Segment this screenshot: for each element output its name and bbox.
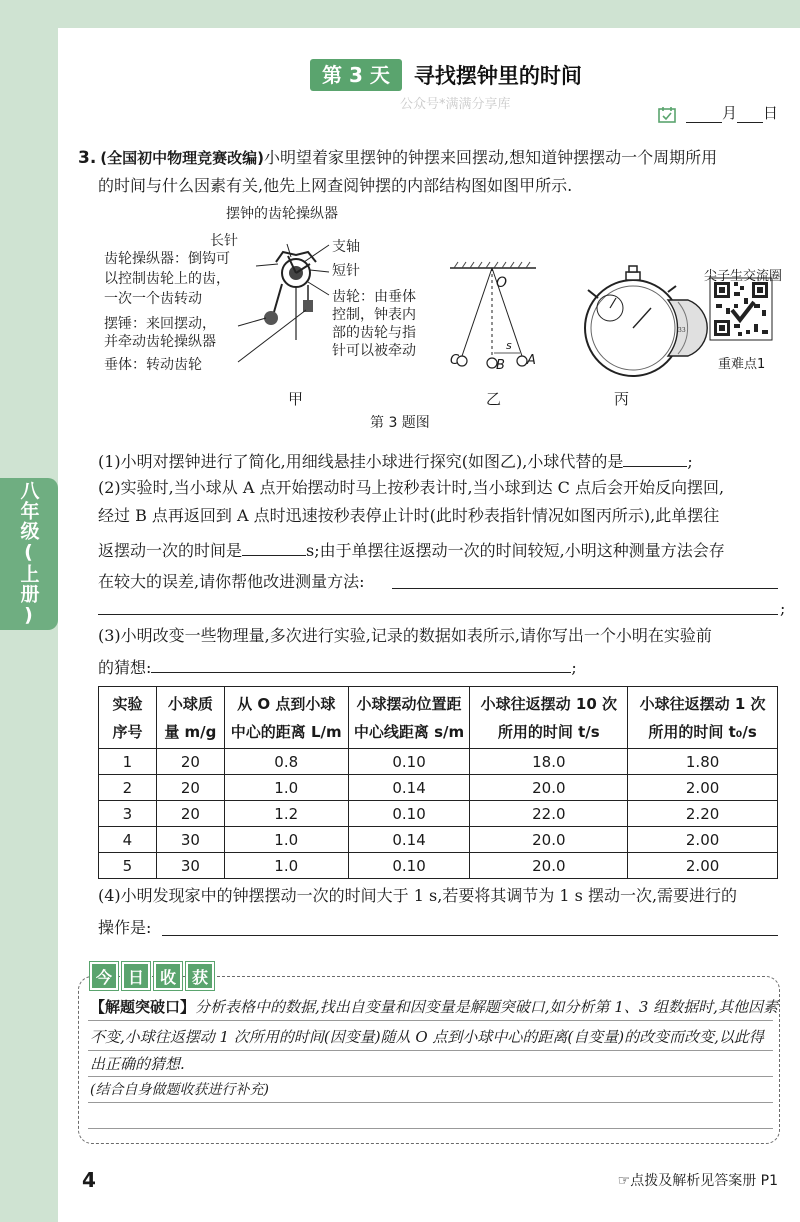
part-3-text: 的猜想: [98, 658, 152, 677]
date-field [658, 102, 778, 123]
label-gear-2: 控制，钟表内 [332, 307, 416, 323]
harvest-rule[interactable] [88, 1128, 773, 1129]
day-header [310, 58, 582, 92]
harvest-title-char: 今 [90, 962, 118, 990]
table-cell: 5 [99, 853, 157, 879]
part-2-method-blank[interactable] [392, 588, 778, 589]
table-cell: 0.10 [348, 853, 470, 879]
table-cell: 20.0 [470, 827, 628, 853]
day-badge: 第 3 天 [310, 59, 402, 91]
label-axis: 支轴 [332, 239, 360, 255]
label-gear-controller-2: 以控制齿轮上的齿， [104, 271, 230, 287]
table-cell: 1.2 [224, 801, 348, 827]
part-3-line-2 [98, 655, 577, 680]
label-gear-controller-1: 齿轮操纵器：倒钩可 [104, 251, 230, 267]
table-cell: 0.8 [224, 749, 348, 775]
header-cell: 小球摆动位置距 中心线距离 s/m [348, 687, 470, 749]
harvest-tip-line-1 [90, 995, 778, 1019]
harvest-title [90, 962, 218, 990]
day-label: 日 [762, 104, 778, 122]
simple-pendulum-diagram [450, 262, 536, 368]
day-title: 寻找摆钟里的时间 [413, 64, 582, 88]
table-cell: 2.00 [628, 775, 778, 801]
table-cell: 18.0 [470, 749, 628, 775]
month-label: 月 [721, 104, 737, 122]
table-row [99, 749, 778, 775]
part-2-line-4: 在较大的误差,请你帮他改进测量方法: [98, 572, 365, 591]
month-blank[interactable] [686, 105, 722, 123]
question-line-2: 的时间与什么因素有关,他先上网查阅钟摆的内部结构图如图甲所示. [98, 176, 573, 195]
qr-title: 尖子生交流圈 [704, 269, 783, 284]
label-gear-4: 针可以被牵动 [332, 343, 416, 359]
figure-heading: 摆钟的齿轮操纵器 [226, 206, 338, 222]
table-header-row [99, 687, 778, 749]
part-3-end: ; [571, 658, 577, 677]
table-cell: 0.14 [348, 775, 470, 801]
calendar-check-icon [658, 106, 676, 123]
label-jia: 甲 [288, 390, 304, 408]
part-2-line-1: (2)实验时,当小球从 A 点开始摆动时马上按秒表计时,当小球到达 C 点后会开始反向摆回, [98, 478, 725, 497]
table-cell: 20 [156, 775, 224, 801]
header-cell: 实验 序号 [99, 687, 157, 749]
part-1-text: (1)小明对摆钟进行了简化,用细线悬挂小球进行探究(如图乙),小球代替的是 [98, 452, 624, 471]
table-row [99, 827, 778, 853]
part-3-line-1: (3)小明改变一些物理量,多次进行实验,记录的数据如表所示,请你写出一个小明在实验前 [98, 626, 712, 645]
harvest-title-char: 获 [186, 962, 214, 990]
label-weight: 垂体：转动齿轮 [104, 357, 202, 373]
label-gear-1: 齿轮：由垂体 [332, 289, 416, 305]
table-cell: 0.10 [348, 749, 470, 775]
label-yi: 乙 [486, 390, 502, 408]
qr-code [710, 278, 772, 340]
harvest-title-char: 日 [122, 962, 150, 990]
day-blank[interactable] [737, 105, 763, 123]
question-number: 3. [78, 148, 97, 168]
table-cell: 1 [99, 749, 157, 775]
table-cell: 0.14 [348, 827, 470, 853]
pendulum-clock-diagram [238, 244, 329, 362]
question-text-1: 小明望着家里摆钟的钟摆来回摆动,想知道钟摆摆动一个周期所用 [264, 148, 718, 167]
data-table [98, 686, 778, 879]
table-cell: 20.0 [470, 853, 628, 879]
part-3-guess-blank[interactable] [151, 655, 571, 673]
point-b: B [496, 358, 505, 373]
header-cell: 小球质 量 m/g [156, 687, 224, 749]
harvest-rule [88, 1020, 773, 1021]
part-1-end: ; [687, 452, 693, 471]
watermark: 公众号*满满分享库 [400, 97, 511, 112]
table-cell: 1.0 [224, 775, 348, 801]
table-cell: 20.0 [470, 775, 628, 801]
top-green-band [0, 0, 800, 28]
question-line-1 [78, 146, 717, 170]
distance-s: s [506, 339, 512, 352]
qr-subtitle: 重难点1 [718, 357, 766, 372]
label-long-hand: 长针 [210, 233, 238, 249]
point-c: C [450, 353, 460, 368]
question-source: (全国初中物理竞赛改编) [100, 149, 265, 167]
label-short-hand: 短针 [332, 263, 360, 279]
grade-side-tab: 八年级(上册) [0, 478, 58, 630]
table-cell: 2.00 [628, 827, 778, 853]
part-4-line-2: 操作是: [98, 918, 152, 937]
harvest-tip-label: 【解题突破口】 [90, 998, 196, 1016]
header-cell: 从 O 点到小球 中心的距离 L/m [224, 687, 348, 749]
harvest-title-char: 收 [154, 962, 182, 990]
part-2-text-a: 返摆动一次的时间是 [98, 541, 243, 560]
table-cell: 0.10 [348, 801, 470, 827]
part-1-blank[interactable] [623, 449, 687, 467]
header-cell: 小球往返摆动 10 次 所用的时间 t/s [470, 687, 628, 749]
header-cell: 小球往返摆动 1 次 所用的时间 t₀/s [628, 687, 778, 749]
point-o: O [496, 275, 508, 291]
table-cell: 30 [156, 827, 224, 853]
part-1 [98, 449, 693, 474]
table-row [99, 853, 778, 879]
part-2-end: ; [780, 599, 786, 618]
table-cell: 20 [156, 801, 224, 827]
table-cell: 1.0 [224, 827, 348, 853]
harvest-supplement: (结合自身做题收获进行补充) [90, 1082, 269, 1098]
point-a: A [527, 353, 536, 368]
part-4-line-1: (4)小明发现家中的钟摆摆动一次的时间大于 1 s,若要将其调节为 1 s 摆动一次,需要进行的 [98, 886, 738, 905]
label-bob-2: 并牵动齿轮操纵器 [104, 334, 216, 350]
part-2-method-blank-2[interactable] [98, 614, 778, 615]
answer-reference: ☞点拨及解析见答案册 P1 [617, 1173, 778, 1189]
table-cell: 2.00 [628, 853, 778, 879]
table-cell: 22.0 [470, 801, 628, 827]
label-bob-1: 摆锤：来回摆动， [104, 316, 216, 332]
part-2-time-blank[interactable] [242, 538, 306, 556]
table-row [99, 801, 778, 827]
figure-caption: 第 3 题图 [370, 415, 430, 431]
table-cell: 4 [99, 827, 157, 853]
table-cell: 20 [156, 749, 224, 775]
table-cell: 1.80 [628, 749, 778, 775]
label-gear-controller-3: 一次一个齿转动 [104, 291, 202, 307]
harvest-rule [88, 1076, 773, 1077]
label-bing: 丙 [614, 390, 630, 408]
label-gear-3: 部的齿轮与指 [332, 325, 416, 341]
part-2-line-3 [98, 538, 725, 563]
table-row [99, 775, 778, 801]
table-cell: 2 [99, 775, 157, 801]
harvest-tip-line-3: 出正确的猜想. [90, 1055, 185, 1073]
svg-text:33: 33 [678, 327, 686, 334]
part-2-line-2: 经过 B 点再返回到 A 点时迅速按秒表停止计时(此时秒表指针情况如图丙所示),此单摆往 [98, 506, 720, 525]
part-2-text-b: s;由于单摆往返摆动一次的时间较短,小明这种测量方法会存 [306, 541, 725, 560]
stopwatch-diagram [585, 266, 707, 376]
part-4-operation-blank[interactable] [162, 935, 778, 936]
harvest-tip-text-1: 分析表格中的数据,找出自变量和因变量是解题突破口,如分析第 1、3 组数据时,其他因素 [195, 998, 778, 1016]
table-cell: 1.0 [224, 853, 348, 879]
harvest-tip-line-2: 不变,小球往返摆动 1 次所用的时间(因变量)随从 O 点到小球中心的距离(自变量)的改变而改变,以此得 [90, 1028, 764, 1046]
harvest-rule [88, 1050, 773, 1051]
table-cell: 2.20 [628, 801, 778, 827]
table-cell: 3 [99, 801, 157, 827]
table-cell: 30 [156, 853, 224, 879]
harvest-rule[interactable] [88, 1102, 773, 1103]
page-number: 4 [82, 1168, 96, 1192]
